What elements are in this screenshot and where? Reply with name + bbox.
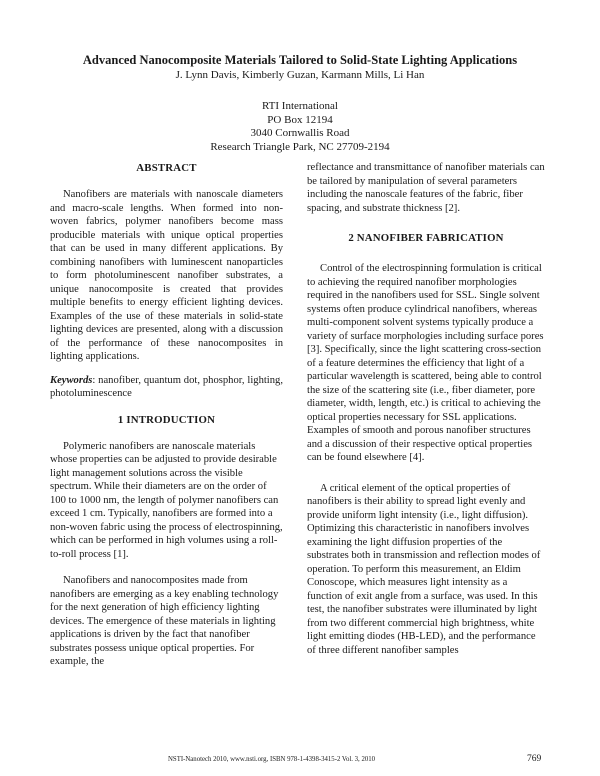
footer-citation: NSTI-Nanotech 2010, www.nsti.org, ISBN 978-1-4398-3415-2 Vol. 3, 2010 — [168, 756, 376, 763]
intro-paragraph-2-continued: reflectance and transmittance of nanofiber materials can be tailored by manipulation of several parameters including the nanoscale features of the fabric, fiber spacing, and substrate thickness [2]. — [307, 162, 545, 214]
intro-paragraph-2: Nanofibers and nanocomposites made from nanofibers are emerging as a key enabling technology for the next generation of high efficiency lighting devices. The emergence of these materials in lighting applications is driven by the fact that nanofiber substrates possess unique optical properties. For example, the — [50, 575, 279, 667]
page-number: 769 — [527, 754, 542, 764]
fabrication-heading: 2 NANOFIBER FABRICATION — [348, 232, 504, 244]
affiliation-city: Research Triangle Park, NC 27709-2194 — [210, 140, 390, 153]
affiliation-block — [120, 100, 480, 154]
fabrication-paragraph-2: A critical element of the optical properties of nanofibers is their ability to spread light evenly and provide uniform light intensity (i.e., light diffusion). Optimizing this characteristic in nanofibers involves examining the light diffusion properties of the substrates both in transmission and reflection modes of operation. To perform this measurement, an Eldim Conoscope, which measures light intensity as a function of exit angle from a surface, was used. In this test, the nanofiber substrates were illuminated by light from two different commercial high brightness, white light emitting diodes (HB-LED), and the performance of three different nanofiber samples — [307, 482, 541, 656]
affiliation-org: RTI International — [261, 100, 338, 112]
affiliation-street: 3040 Cornwallis Road — [250, 127, 350, 139]
keywords-list: : nanofiber, quantum dot, phosphor, lighting, photoluminescence — [50, 374, 283, 399]
keywords-label: Keywords — [50, 374, 93, 386]
author-list: J. Lynn Davis, Kimberly Guzan, Karmann Mills, Li Han — [175, 69, 425, 81]
keywords-line — [50, 374, 283, 401]
intro-paragraph-1: Polymeric nanofibers are nanoscale materials whose properties can be adjusted to provide desirable light management solutions across the visible spectrum. While their diameters are on the order of 100 to 1000 nm, the length of polymer nanofibers can exceed 1 cm. Typically, nanofibers are formed into a non-woven fabric using the process of electrospinning, which can be performed in high volumes using a roll-to-roll process [1]. — [50, 440, 283, 560]
paper-title: Advanced Nanocomposite Materials Tailored to Solid-State Lighting Applications — [82, 53, 518, 67]
right-column — [307, 161, 545, 657]
abstract-text: Nanofibers are materials with nanoscale diameters and macro-scale lengths. When formed into non-woven fabrics, polymer nanofibers become mass producible materials with unique optical properties that can be used in many different applications. By combining nanofibers with luminescent nanoparticles to form photoluminescent nanofiber substrates, a unique nanocomposite is created that provides multiple benefits to energy efficient lighting devices. Examples of the use of these materials in solid-state lighting devices are presented, along with a discussion of the performance of these nanocomposites in lighting applications. — [50, 189, 283, 362]
introduction-heading: 1 INTRODUCTION — [117, 413, 216, 426]
fabrication-paragraph-1: Control of the electrospinning formulation is critical to achieving the required nanofiber morphologies required in the nanofibers used for SSL. Single solvent systems often produce cylindrical nanofibers, whereas multi-component solvent systems typically produce a variety of surface morphologies including surface pores [3]. Specifically, since the light scattering cross-section of a feature determines the efficiency that light of a particular wavelength is scattered, being able to control the size of the scattering site (i.e., fiber diameter, pore diameter, width, length, etc.) is critical to achieving the optical properties necessary for SSL applications. Examples of smooth and porous nanofiber structures and a discussion of their respective optical properties can be found elsewhere [4]. — [307, 263, 544, 463]
abstract-heading: ABSTRACT — [136, 162, 197, 174]
affiliation-pobox: PO Box 12194 — [267, 113, 333, 126]
left-column — [50, 162, 283, 669]
